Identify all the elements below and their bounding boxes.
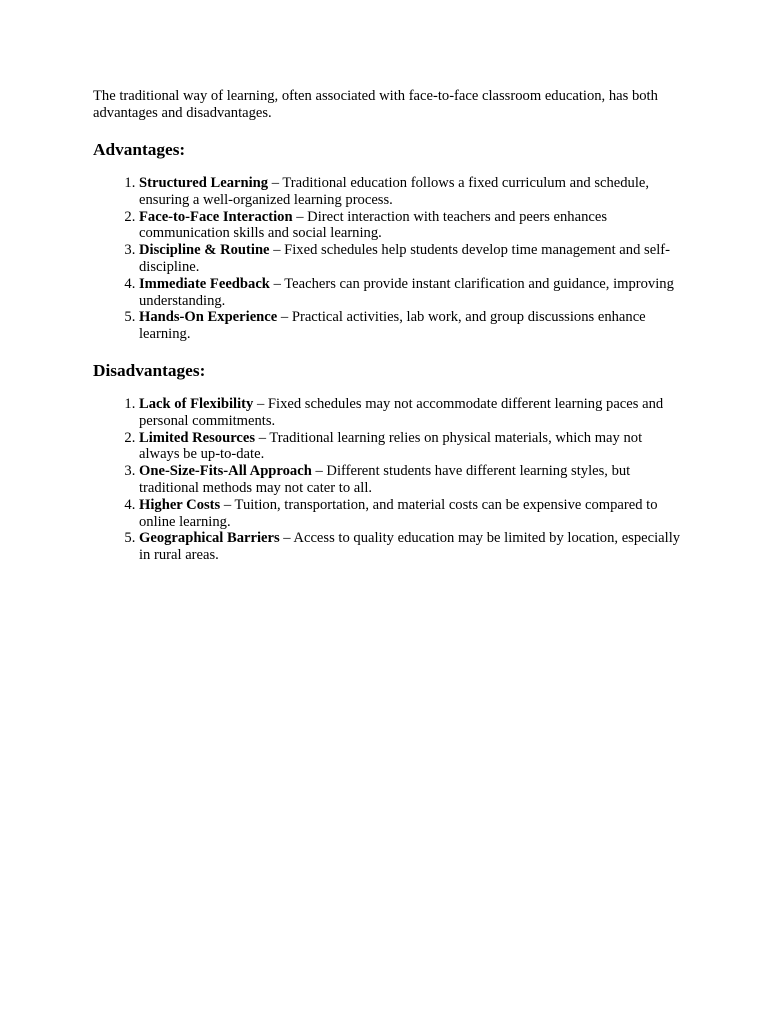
item-text: – Direct interaction with teachers and peers enhances communication skills and social learning. (139, 208, 608, 242)
item-text: – Fixed schedules may not accommodate different learning paces and personal commitments. (139, 395, 664, 429)
list-item (139, 396, 683, 430)
item-term: Limited Resources (139, 429, 256, 446)
document-page (93, 88, 683, 564)
list-item (139, 242, 683, 276)
disadvantages-list (93, 396, 683, 564)
item-term: One-Size-Fits-All Approach (139, 463, 312, 480)
item-term: Structured Learning (139, 175, 269, 191)
item-term: Lack of Flexibility (139, 395, 254, 412)
item-term: Immediate Feedback (139, 275, 270, 292)
list-item (139, 175, 683, 209)
list-item (139, 276, 683, 310)
item-term: Discipline & Routine (139, 242, 270, 259)
list-item (139, 497, 683, 531)
item-text: – Fixed schedules help students develop time management and self-discipline. (139, 242, 670, 275)
item-term: Higher Costs (139, 496, 221, 513)
list-item (139, 309, 683, 343)
item-text: – Teachers can provide instant clarification and guidance, improving understanding. (139, 275, 674, 309)
item-text: – Tuition, transportation, and material costs can be expensive compared to online learning. (139, 496, 658, 530)
item-text: – Access to quality education may be limited by location, especially in rural areas. (139, 530, 681, 564)
item-text: – Practical activities, lab work, and group discussions enhance learning. (139, 309, 646, 343)
item-text: – Traditional learning relies on physical materials, which may not always be up-to-date. (139, 429, 643, 463)
list-item (139, 209, 683, 243)
list-item (139, 530, 683, 564)
item-term: Geographical Barriers (139, 530, 280, 547)
item-text: – Traditional education follows a fixed curriculum and schedule, ensuring a well-organized learning process. (139, 175, 650, 208)
item-term: Face-to-Face Interaction (139, 208, 293, 225)
advantages-list (93, 175, 683, 343)
intro-paragraph: The traditional way of learning, often associated with face-to-face classroom education, has both advantages and disadvantages. (93, 88, 658, 121)
disadvantages-heading: Disadvantages: (93, 360, 206, 380)
item-term: Hands-On Experience (139, 309, 278, 326)
list-item (139, 430, 683, 464)
list-item (139, 463, 683, 497)
item-text: – Different students have different learning styles, but traditional methods may not cater to all. (139, 463, 631, 496)
advantages-heading: Advantages: (93, 140, 186, 159)
